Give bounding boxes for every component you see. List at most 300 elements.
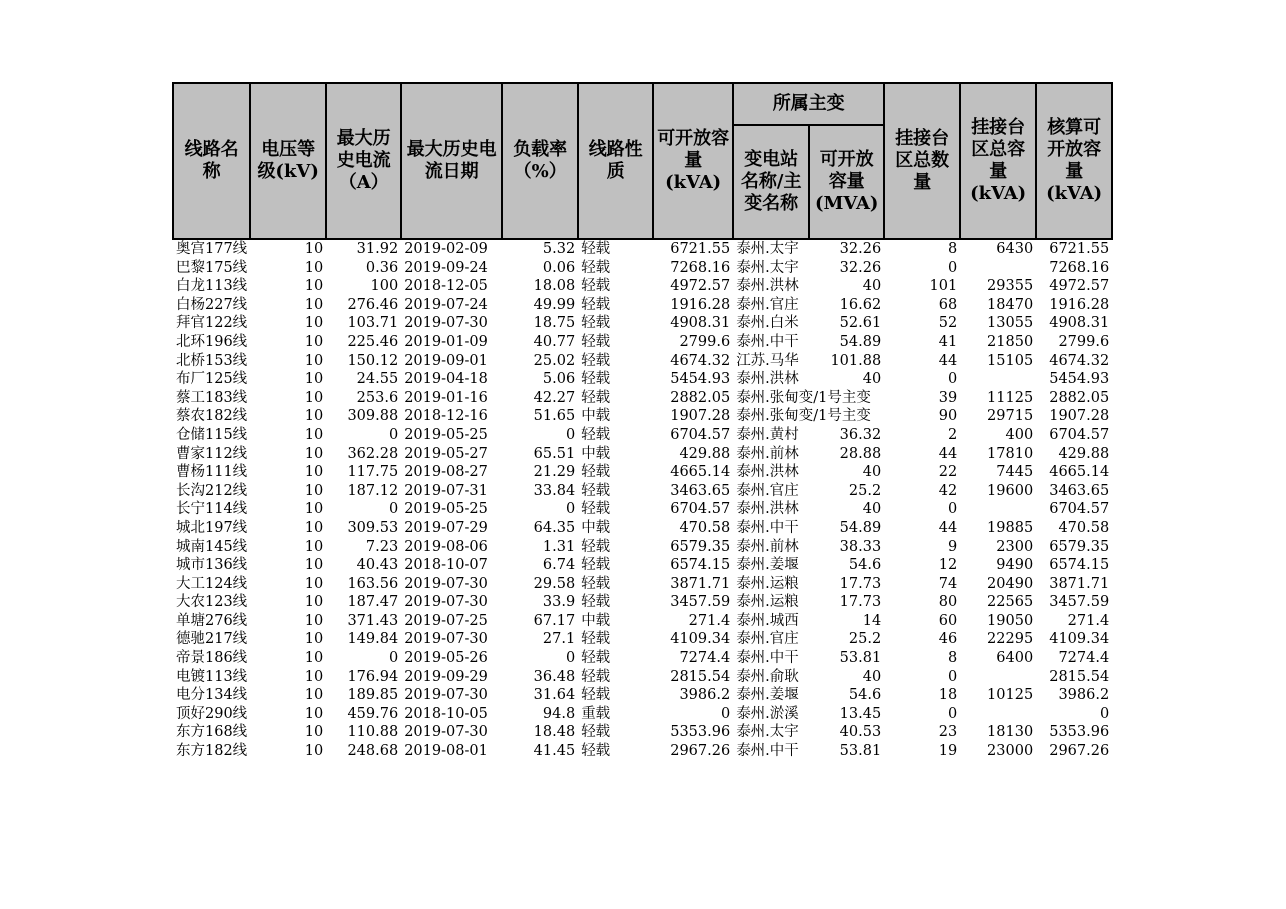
cell-verified-open-capacity: 3871.71 [1049, 575, 1110, 592]
table-row [173, 352, 1112, 371]
cell-substation-name [733, 333, 809, 352]
cell-max-current: 150.12 [347, 352, 399, 369]
header-load-rate: 负载率（%） [502, 83, 578, 239]
cell-line-nature: 轻载 [581, 278, 611, 295]
cell-line-name: 仓储115线 [176, 426, 248, 443]
cell-voltage: 10 [304, 743, 324, 760]
cell-substation-name [733, 463, 809, 482]
cell-zone-count: 44 [938, 352, 958, 369]
table-row [173, 482, 1112, 501]
cell-max-current: 24.55 [356, 371, 399, 388]
cell-zone-count: 101 [929, 278, 958, 295]
cell-open-capacity: 4665.14 [670, 464, 731, 481]
table-row [173, 333, 1112, 352]
cell-load-rate: 65.51 [533, 445, 576, 462]
cell-verified-open-capacity: 7268.16 [1049, 259, 1110, 276]
cell-zone-count: 19 [938, 743, 958, 760]
cell-zone-count: 68 [938, 296, 958, 313]
cell-voltage: 10 [304, 557, 324, 574]
table-row [173, 277, 1112, 296]
cell-main-open-capacity: 101.88 [830, 352, 882, 369]
cell-voltage: 10 [304, 687, 324, 704]
cell-load-rate: 33.84 [533, 482, 576, 499]
cell-max-current-date: 2019-07-30 [404, 315, 488, 332]
cell-max-current-date: 2019-08-27 [404, 464, 488, 481]
cell-line-nature: 中载 [581, 408, 611, 425]
table-row [173, 259, 1112, 278]
cell-zone-total-capacity: 10125 [987, 687, 1034, 704]
capacity-table [172, 82, 1113, 761]
cell-load-rate: 31.64 [533, 687, 576, 704]
cell-load-rate: 64.35 [533, 519, 576, 536]
cell-open-capacity: 4972.57 [670, 278, 731, 295]
table-row [173, 630, 1112, 649]
cell-open-capacity: 6579.35 [670, 538, 731, 555]
table-row [173, 426, 1112, 445]
cell-voltage: 10 [304, 426, 324, 443]
cell-open-capacity: 3457.59 [670, 594, 731, 611]
cell-voltage: 10 [304, 408, 324, 425]
cell-zone-count: 39 [938, 389, 958, 406]
cell-open-capacity: 3871.71 [670, 575, 731, 592]
cell-max-current: 103.71 [347, 315, 399, 332]
cell-line-name: 顶好290线 [176, 705, 248, 722]
cell-voltage: 10 [304, 389, 324, 406]
cell-line-nature: 轻载 [581, 501, 611, 518]
cell-load-rate: 0 [565, 501, 576, 518]
cell-line-name: 电镀113线 [176, 668, 248, 685]
substation-text: 泰州.官庄 [736, 296, 799, 313]
cell-zone-total-capacity [960, 370, 1036, 389]
cell-line-name: 德驰217线 [176, 631, 248, 648]
cell-line-nature: 轻载 [581, 538, 611, 555]
cell-load-rate: 42.27 [533, 389, 576, 406]
cell-main-open-capacity: 36.32 [839, 426, 882, 443]
cell-max-current: 7.23 [365, 538, 399, 555]
cell-line-name: 巴黎175线 [176, 259, 248, 276]
substation-text: 泰州.城西 [736, 612, 799, 629]
cell-load-rate: 41.45 [533, 743, 576, 760]
cell-line-nature: 轻载 [581, 724, 611, 741]
cell-line-nature: 轻载 [581, 296, 611, 313]
cell-max-current: 189.85 [347, 687, 399, 704]
cell-verified-open-capacity: 0 [1099, 705, 1110, 722]
cell-zone-total-capacity: 17810 [987, 445, 1034, 462]
cell-load-rate: 18.08 [533, 278, 576, 295]
cell-max-current: 100 [370, 278, 399, 295]
cell-main-open-capacity: 54.6 [848, 687, 882, 704]
cell-zone-total-capacity [960, 500, 1036, 519]
cell-zone-count: 52 [938, 315, 958, 332]
header-zone-count: 挂接台区总数量 [884, 83, 960, 239]
cell-zone-total-capacity [960, 259, 1036, 278]
cell-main-open-capacity: 40 [862, 371, 882, 388]
cell-load-rate: 18.48 [533, 724, 576, 741]
substation-text: 泰州.中干 [736, 333, 799, 350]
cell-line-nature: 轻载 [581, 687, 611, 704]
table-row [173, 370, 1112, 389]
substation-text: 泰州.太宇 [736, 241, 799, 257]
cell-main-open-capacity: 53.81 [839, 743, 882, 760]
header-voltage: 电压等级(kV) [250, 83, 326, 239]
cell-verified-open-capacity: 6579.35 [1049, 538, 1110, 555]
cell-voltage: 10 [304, 519, 324, 536]
cell-main-open-capacity: 40 [862, 278, 882, 295]
cell-line-name: 蔡农182线 [176, 408, 248, 425]
cell-line-name: 曹杨111线 [176, 464, 248, 481]
cell-max-current: 0.36 [365, 259, 399, 276]
cell-zone-count: 42 [938, 482, 958, 499]
cell-line-name: 单塘276线 [176, 612, 248, 629]
cell-verified-open-capacity: 271.4 [1067, 612, 1110, 629]
cell-voltage: 10 [304, 371, 324, 388]
cell-verified-open-capacity: 6704.57 [1049, 426, 1110, 443]
cell-max-current: 309.53 [347, 519, 399, 536]
cell-voltage: 10 [304, 296, 324, 313]
cell-zone-total-capacity: 400 [1005, 426, 1034, 443]
cell-line-nature: 中载 [581, 612, 611, 629]
cell-main-open-capacity: 14 [862, 612, 882, 629]
cell-open-capacity: 6574.15 [670, 557, 731, 574]
substation-text: 泰州.官庄 [736, 631, 799, 648]
substation-text: 泰州.运粮 [736, 594, 799, 611]
cell-load-rate: 40.77 [533, 333, 576, 350]
cell-voltage: 10 [304, 241, 324, 257]
cell-substation-name [733, 239, 809, 259]
cell-voltage: 10 [304, 464, 324, 481]
cell-main-open-capacity: 54.89 [839, 519, 882, 536]
cell-line-nature: 轻载 [581, 241, 611, 257]
cell-line-name: 电分134线 [176, 687, 248, 704]
cell-substation-name [733, 426, 809, 445]
cell-line-name: 大工124线 [176, 575, 248, 592]
cell-verified-open-capacity: 2882.05 [1049, 389, 1110, 406]
cell-line-nature: 轻载 [581, 315, 611, 332]
table-row [173, 612, 1112, 631]
cell-line-nature: 重载 [581, 705, 611, 722]
cell-max-current: 309.88 [347, 408, 399, 425]
cell-substation-name [733, 519, 809, 538]
cell-line-nature: 轻载 [581, 389, 611, 406]
cell-main-open-capacity: 40 [862, 464, 882, 481]
cell-max-current-date: 2019-07-30 [404, 575, 488, 592]
cell-substation-name [733, 630, 809, 649]
table-row [173, 668, 1112, 687]
table-row [173, 593, 1112, 612]
cell-max-current-date: 2019-08-06 [404, 538, 488, 555]
cell-max-current-date: 2019-07-25 [404, 612, 488, 629]
cell-zone-count: 44 [938, 519, 958, 536]
cell-verified-open-capacity: 4674.32 [1049, 352, 1110, 369]
cell-load-rate: 29.58 [533, 575, 576, 592]
cell-line-name: 白龙113线 [176, 278, 248, 295]
header-zone-total-capacity: 挂接台区总容量(kVA) [960, 83, 1036, 239]
cell-voltage: 10 [304, 650, 324, 667]
cell-zone-total-capacity [960, 705, 1036, 724]
cell-max-current: 163.56 [347, 575, 399, 592]
cell-zone-count: 0 [947, 371, 958, 388]
cell-load-rate: 67.17 [533, 612, 576, 629]
cell-open-capacity: 7268.16 [670, 259, 731, 276]
cell-substation-name [733, 575, 809, 594]
cell-max-current-date: 2019-09-29 [404, 668, 488, 685]
table-row [173, 389, 1112, 408]
cell-main-open-capacity: 17.73 [839, 594, 882, 611]
cell-verified-open-capacity: 4665.14 [1049, 464, 1110, 481]
cell-open-capacity: 470.58 [679, 519, 731, 536]
cell-load-rate: 6.74 [542, 557, 576, 574]
cell-max-current: 0 [388, 426, 399, 443]
cell-zone-total-capacity: 19600 [987, 482, 1034, 499]
cell-load-rate: 5.06 [542, 371, 576, 388]
cell-substation-name [733, 668, 809, 687]
cell-verified-open-capacity: 3463.65 [1049, 482, 1110, 499]
cell-zone-total-capacity: 29715 [987, 408, 1034, 425]
cell-voltage: 10 [304, 333, 324, 350]
cell-voltage: 10 [304, 668, 324, 685]
cell-line-nature: 中载 [581, 519, 611, 536]
cell-verified-open-capacity: 6721.55 [1049, 241, 1110, 257]
cell-max-current-date: 2019-05-25 [404, 426, 488, 443]
cell-max-current: 459.76 [347, 705, 399, 722]
header-main-open-capacity: 可开放容量(MVA) [809, 125, 884, 239]
table-row [173, 575, 1112, 594]
cell-load-rate: 5.32 [542, 241, 576, 257]
cell-verified-open-capacity: 1916.28 [1049, 296, 1110, 313]
cell-verified-open-capacity: 6574.15 [1049, 557, 1110, 574]
cell-main-open-capacity: 54.6 [848, 557, 882, 574]
cell-zone-count: 80 [938, 594, 958, 611]
header-max-current-date: 最大历史电流日期 [401, 83, 502, 239]
cell-line-nature: 轻载 [581, 352, 611, 369]
cell-max-current-date: 2019-07-29 [404, 519, 488, 536]
table-row [173, 686, 1112, 705]
header-line-name: 线路名称 [173, 83, 250, 239]
cell-line-name: 拜官122线 [176, 315, 248, 332]
cell-max-current: 225.46 [347, 333, 399, 350]
header-verified-open-capacity: 核算可开放容量(kVA) [1036, 83, 1112, 239]
table-row [173, 556, 1112, 575]
cell-line-nature: 轻载 [581, 594, 611, 611]
cell-substation-name [733, 649, 809, 668]
cell-voltage: 10 [304, 575, 324, 592]
cell-max-current-date: 2018-12-16 [404, 408, 488, 425]
cell-open-capacity: 5353.96 [670, 724, 731, 741]
cell-max-current-date: 2019-05-27 [404, 445, 488, 462]
cell-line-nature: 轻载 [581, 668, 611, 685]
cell-line-nature: 轻载 [581, 631, 611, 648]
cell-max-current: 253.6 [356, 389, 399, 406]
cell-voltage: 10 [304, 724, 324, 741]
cell-substation-name [733, 482, 809, 501]
substation-text: 泰州.太宇 [736, 259, 799, 276]
cell-zone-count: 2 [947, 426, 958, 443]
cell-line-name: 东方168线 [176, 724, 248, 741]
cell-open-capacity: 3986.2 [679, 687, 731, 704]
cell-open-capacity: 2815.54 [670, 668, 731, 685]
cell-zone-total-capacity: 22295 [987, 631, 1034, 648]
cell-substation-name [733, 407, 871, 426]
cell-zone-count: 22 [938, 464, 958, 481]
header-open-capacity: 可开放容量(kVA) [653, 83, 733, 239]
cell-substation-name [733, 556, 809, 575]
cell-main-open-capacity: 38.33 [839, 538, 882, 555]
cell-load-rate: 1.31 [542, 538, 576, 555]
substation-text: 泰州.前林 [736, 445, 799, 462]
cell-substation-name [733, 612, 809, 631]
substation-text: 泰州.姜堰 [736, 557, 799, 574]
cell-substation-name [733, 352, 809, 371]
cell-open-capacity: 4674.32 [670, 352, 731, 369]
cell-load-rate: 27.1 [542, 631, 576, 648]
cell-max-current-date: 2019-05-26 [404, 650, 488, 667]
cell-zone-total-capacity: 11125 [987, 389, 1034, 406]
cell-max-current: 0 [388, 501, 399, 518]
cell-substation-name [733, 723, 809, 742]
cell-main-open-capacity: 52.61 [839, 315, 882, 332]
cell-verified-open-capacity: 429.88 [1058, 445, 1110, 462]
header-main-transformer: 所属主变 [733, 83, 884, 125]
cell-max-current: 187.12 [347, 482, 399, 499]
cell-zone-count: 46 [938, 631, 958, 648]
cell-max-current: 149.84 [347, 631, 399, 648]
cell-voltage: 10 [304, 705, 324, 722]
substation-text: 泰州.运粮 [736, 575, 799, 592]
cell-max-current-date: 2019-07-24 [404, 296, 488, 313]
substation-text: 泰州.洪林 [736, 501, 799, 518]
cell-verified-open-capacity: 5353.96 [1049, 724, 1110, 741]
cell-zone-count: 60 [938, 612, 958, 629]
cell-load-rate: 0 [565, 426, 576, 443]
cell-open-capacity: 6704.57 [670, 426, 731, 443]
cell-zone-count: 0 [947, 705, 958, 722]
cell-zone-total-capacity: 13055 [987, 315, 1034, 332]
table-row [173, 445, 1112, 464]
cell-zone-total-capacity: 7445 [996, 464, 1034, 481]
header-substation-name: 变电站名称/主变名称 [733, 125, 809, 239]
cell-max-current-date: 2019-07-30 [404, 631, 488, 648]
cell-open-capacity: 6721.55 [670, 241, 731, 257]
cell-max-current-date: 2019-05-25 [404, 501, 488, 518]
cell-max-current: 31.92 [356, 241, 399, 257]
cell-zone-total-capacity: 29355 [987, 278, 1034, 295]
table-row [173, 239, 1112, 259]
cell-voltage: 10 [304, 482, 324, 499]
cell-load-rate: 94.8 [542, 705, 576, 722]
cell-load-rate: 33.9 [542, 594, 576, 611]
cell-zone-total-capacity: 21850 [987, 333, 1034, 350]
cell-voltage: 10 [304, 445, 324, 462]
cell-zone-total-capacity: 23000 [987, 743, 1034, 760]
cell-line-nature: 轻载 [581, 259, 611, 276]
cell-open-capacity: 271.4 [688, 612, 731, 629]
cell-zone-count: 41 [938, 333, 958, 350]
cell-zone-count: 0 [947, 668, 958, 685]
cell-main-open-capacity: 40.53 [839, 724, 882, 741]
cell-max-current-date: 2019-04-18 [404, 371, 488, 388]
cell-line-nature: 轻载 [581, 426, 611, 443]
cell-max-current: 362.28 [347, 445, 399, 462]
substation-text: 泰州.黄村 [736, 426, 799, 443]
header-max-current: 最大历史电流（A） [326, 83, 401, 239]
cell-zone-total-capacity: 18470 [987, 296, 1034, 313]
cell-load-rate: 25.02 [533, 352, 576, 369]
cell-zone-total-capacity: 9490 [996, 557, 1034, 574]
cell-zone-total-capacity: 22565 [987, 594, 1034, 611]
cell-substation-name [733, 370, 809, 389]
cell-line-nature: 轻载 [581, 371, 611, 388]
cell-max-current-date: 2019-01-16 [404, 389, 488, 406]
cell-zone-total-capacity: 6400 [996, 650, 1034, 667]
substation-text: 泰州.中干 [736, 743, 799, 760]
cell-voltage: 10 [304, 315, 324, 332]
cell-verified-open-capacity: 5454.93 [1049, 371, 1110, 388]
substation-text: 泰州.张甸变/1号主变 [736, 389, 871, 406]
cell-line-nature: 轻载 [581, 333, 611, 350]
cell-open-capacity: 1916.28 [670, 296, 731, 313]
cell-verified-open-capacity: 1907.28 [1049, 408, 1110, 425]
cell-line-nature: 轻载 [581, 464, 611, 481]
cell-line-nature: 轻载 [581, 575, 611, 592]
cell-zone-total-capacity: 18130 [987, 724, 1034, 741]
cell-open-capacity: 0 [720, 705, 731, 722]
cell-voltage: 10 [304, 259, 324, 276]
table-body [173, 239, 1112, 761]
cell-max-current: 110.88 [347, 724, 399, 741]
cell-line-name: 北环196线 [176, 333, 248, 350]
cell-load-rate: 49.99 [533, 296, 576, 313]
cell-max-current: 276.46 [347, 296, 399, 313]
cell-line-name: 长沟212线 [176, 482, 248, 499]
cell-line-name: 布厂125线 [176, 371, 248, 388]
table-row [173, 705, 1112, 724]
cell-zone-count: 18 [938, 687, 958, 704]
cell-substation-name [733, 686, 809, 705]
substation-text: 泰州.淤溪 [736, 705, 799, 722]
cell-max-current-date: 2019-07-30 [404, 687, 488, 704]
substation-text: 泰州.洪林 [736, 371, 799, 388]
cell-line-name: 北桥153线 [176, 352, 248, 369]
cell-verified-open-capacity: 470.58 [1058, 519, 1110, 536]
cell-max-current-date: 2019-07-31 [404, 482, 488, 499]
table-row [173, 723, 1112, 742]
cell-line-name: 白杨227线 [176, 296, 248, 313]
cell-max-current-date: 2019-09-01 [404, 352, 488, 369]
cell-open-capacity: 3463.65 [670, 482, 731, 499]
cell-main-open-capacity: 13.45 [839, 705, 882, 722]
cell-open-capacity: 2967.26 [670, 743, 731, 760]
cell-zone-count: 0 [947, 259, 958, 276]
cell-max-current: 371.43 [347, 612, 399, 629]
cell-max-current-date: 2018-10-07 [404, 557, 488, 574]
cell-verified-open-capacity: 4109.34 [1049, 631, 1110, 648]
cell-substation-name [733, 538, 809, 557]
cell-max-current: 0 [388, 650, 399, 667]
cell-open-capacity: 5454.93 [670, 371, 731, 388]
cell-main-open-capacity: 32.26 [839, 259, 882, 276]
cell-main-open-capacity: 25.2 [848, 482, 882, 499]
cell-line-name: 城南145线 [176, 538, 248, 555]
cell-zone-total-capacity: 19885 [987, 519, 1034, 536]
substation-text: 泰州.前林 [736, 538, 799, 555]
cell-line-name: 城北197线 [176, 519, 248, 536]
cell-zone-count: 8 [947, 650, 958, 667]
cell-max-current: 176.94 [347, 668, 399, 685]
cell-open-capacity: 4109.34 [670, 631, 731, 648]
cell-verified-open-capacity: 3457.59 [1049, 594, 1110, 611]
cell-max-current-date: 2019-08-01 [404, 743, 488, 760]
substation-text: 泰州.张甸变/1号主变 [736, 408, 871, 425]
